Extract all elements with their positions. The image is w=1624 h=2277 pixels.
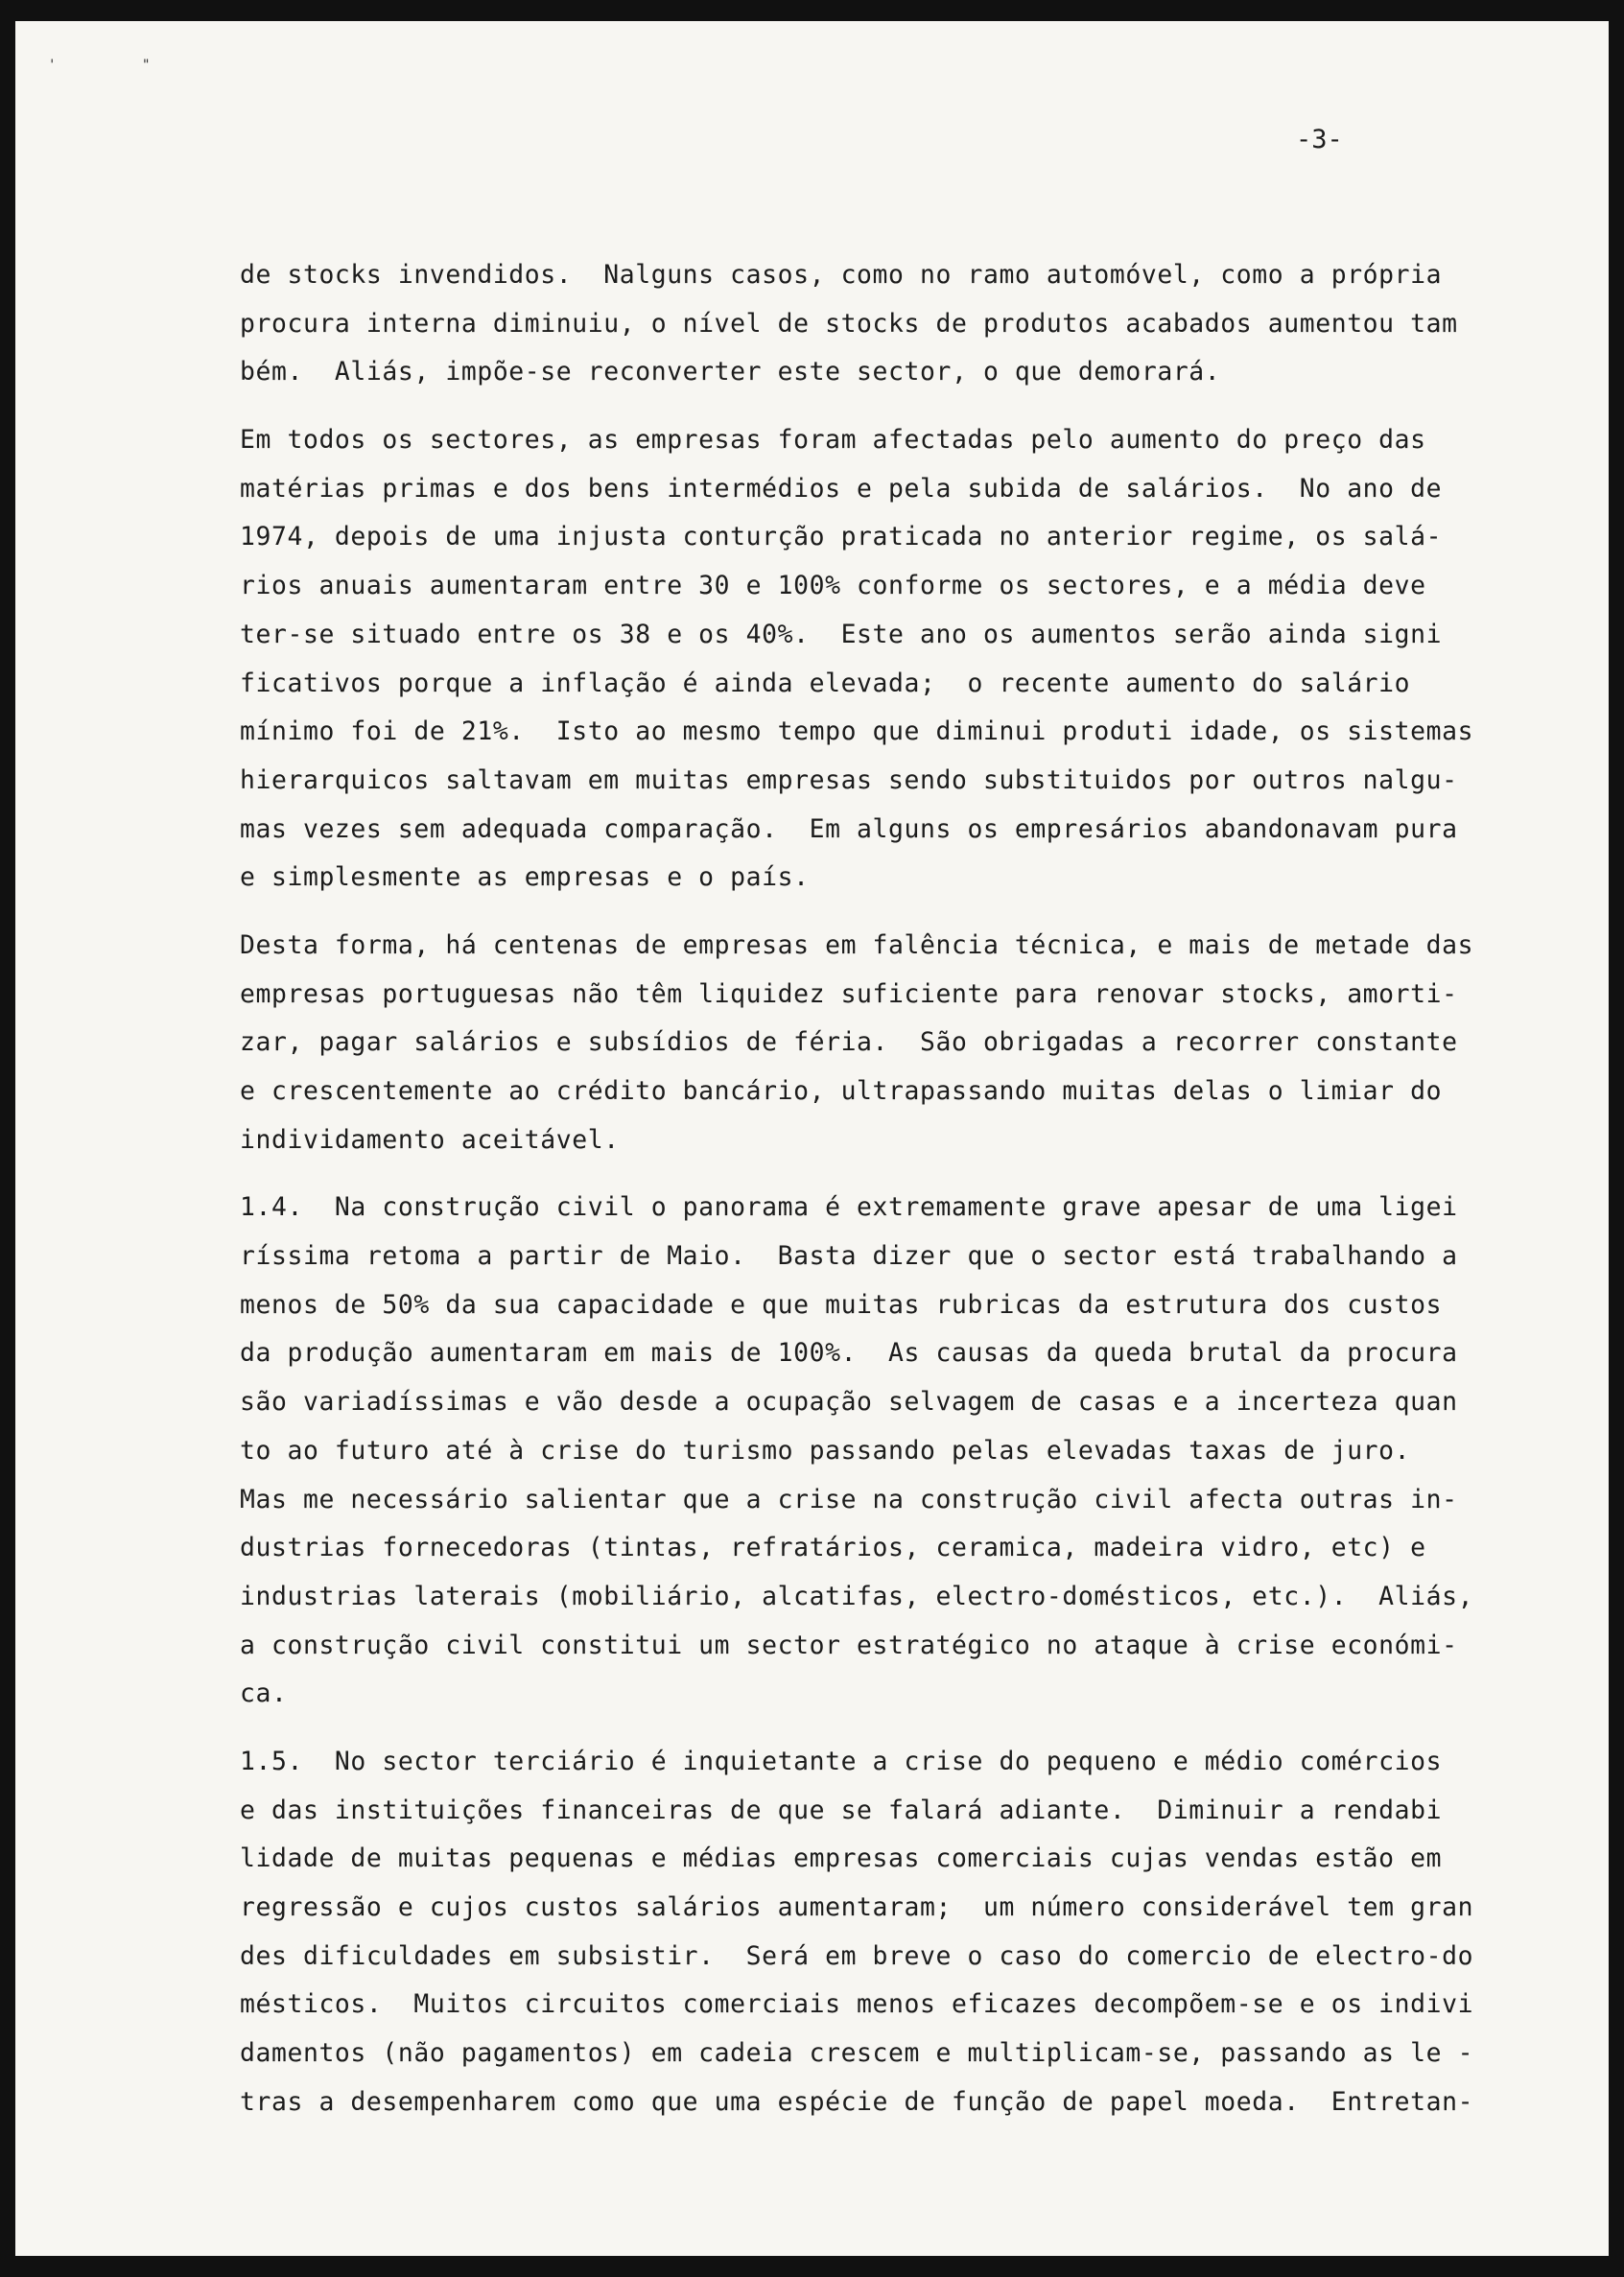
text-line: des dificuldades em subsistir. Será em breve o caso do comercio de electro-do xyxy=(240,1940,1474,1971)
text-line: industrias laterais (mobiliário, alcatifas, electro-domésticos, etc.). Aliás, xyxy=(240,1581,1474,1611)
text-line: de stocks invendidos. Nalguns casos, como no ramo automóvel, como a própria xyxy=(240,260,1443,290)
text-line: Em todos os sectores, as empresas foram afectadas pelo aumento do preço das xyxy=(240,425,1426,456)
text-line: bém. Aliás, impõe-se reconverter este sector, o que demorará. xyxy=(240,357,1221,387)
text-line: matérias primas e dos bens intermédios e pela subida de salários. No ano de xyxy=(240,473,1443,504)
paragraph xyxy=(240,416,1502,903)
text-line: e simplesmente as empresas e o país. xyxy=(240,862,810,893)
text-line: 1974, depois de uma injusta conturção praticada no anterior regime, os salá- xyxy=(240,522,1443,552)
text-line: ríssima retoma a partir de Maio. Basta dizer que o sector está trabalhando a xyxy=(240,1241,1458,1272)
text-line: ficativos porque a inflação é ainda elevada; o recente aumento do salário xyxy=(240,668,1411,698)
text-line: são variadíssimas e vão desde a ocupação selvagem de casas e a incerteza quan xyxy=(240,1387,1458,1418)
text-line: Mas me necessário salientar que a crise na construção civil afecta outras in- xyxy=(240,1484,1458,1514)
body-text xyxy=(240,251,1502,2146)
text-line: zar, pagar salários e subsídios de féria. São obrigadas a recorrer constante xyxy=(240,1027,1458,1058)
paragraph xyxy=(240,922,1502,1164)
text-line: 1.4. Na construção civil o panorama é extremamente grave apesar de uma ligei xyxy=(240,1192,1458,1223)
text-line: individamento aceitável. xyxy=(240,1124,620,1155)
text-line: lidade de muitas pequenas e médias empresas comerciais cujas vendas estão em xyxy=(240,1843,1443,1874)
text-line: rios anuais aumentaram entre 30 e 100% conforme os sectores, e a média deve xyxy=(240,571,1426,601)
text-line: regressão e cujos custos salários aumentaram; um número considerável tem gran xyxy=(240,1892,1474,1922)
text-line: ter-se situado entre os 38 e os 40%. Este ano os aumentos serão ainda signi xyxy=(240,619,1443,649)
text-line: mínimo foi de 21%. Isto ao mesmo tempo que diminui produti idade, os sistemas xyxy=(240,716,1474,747)
text-line: empresas portuguesas não têm liquidez suficiente para renovar stocks, amorti- xyxy=(240,978,1458,1009)
text-line: da produção aumentaram em mais de 100%. As causas da queda brutal da procura xyxy=(240,1338,1458,1369)
corner-mark-right: " xyxy=(142,58,151,73)
text-line: procura interna diminuiu, o nível de stocks de produtos acabados aumentou tam xyxy=(240,308,1458,339)
text-line: a construção civil constitui um sector estratégico no ataque à crise económi- xyxy=(240,1630,1458,1660)
text-line: to ao futuro até à crise do turismo passando pelas elevadas taxas de juro. xyxy=(240,1435,1411,1466)
paragraph xyxy=(240,1738,1502,2127)
text-line: e das instituições financeiras de que se falará adiante. Diminuir a rendabi xyxy=(240,1795,1443,1825)
text-line: Desta forma, há centenas de empresas em falência técnica, e mais de metade das xyxy=(240,929,1474,960)
text-line: mas vezes sem adequada comparação. Em alguns os empresários abandonavam pura xyxy=(240,813,1458,844)
text-line: dustrias fornecedoras (tintas, refratários, ceramica, madeira vidro, etc) e xyxy=(240,1533,1426,1563)
paragraph xyxy=(240,1184,1502,1719)
text-line: menos de 50% da sua capacidade e que muitas rubricas da estrutura dos custos xyxy=(240,1289,1443,1320)
page-number: -3- xyxy=(1296,125,1343,154)
document-page xyxy=(15,21,1609,2256)
text-line: damentos (não pagamentos) em cadeia crescem e multiplicam-se, passando as le - xyxy=(240,2038,1474,2069)
corner-mark-left: ' xyxy=(48,58,57,73)
text-line: hierarquicos saltavam em muitas empresas sendo substituidos por outros nalgu- xyxy=(240,764,1458,795)
text-line: mésticos. Muitos circuitos comerciais menos eficazes decompõem-se e os indivi xyxy=(240,1989,1474,2020)
text-line: 1.5. No sector terciário é inquietante a crise do pequeno e médio comércios xyxy=(240,1746,1443,1776)
text-line: ca. xyxy=(240,1678,288,1709)
paragraph xyxy=(240,251,1502,397)
text-line: e crescentemente ao crédito bancário, ultrapassando muitas delas o limiar do xyxy=(240,1076,1443,1106)
text-line: tras a desempenharem como que uma espécie de função de papel moeda. Entretan- xyxy=(240,2086,1474,2117)
